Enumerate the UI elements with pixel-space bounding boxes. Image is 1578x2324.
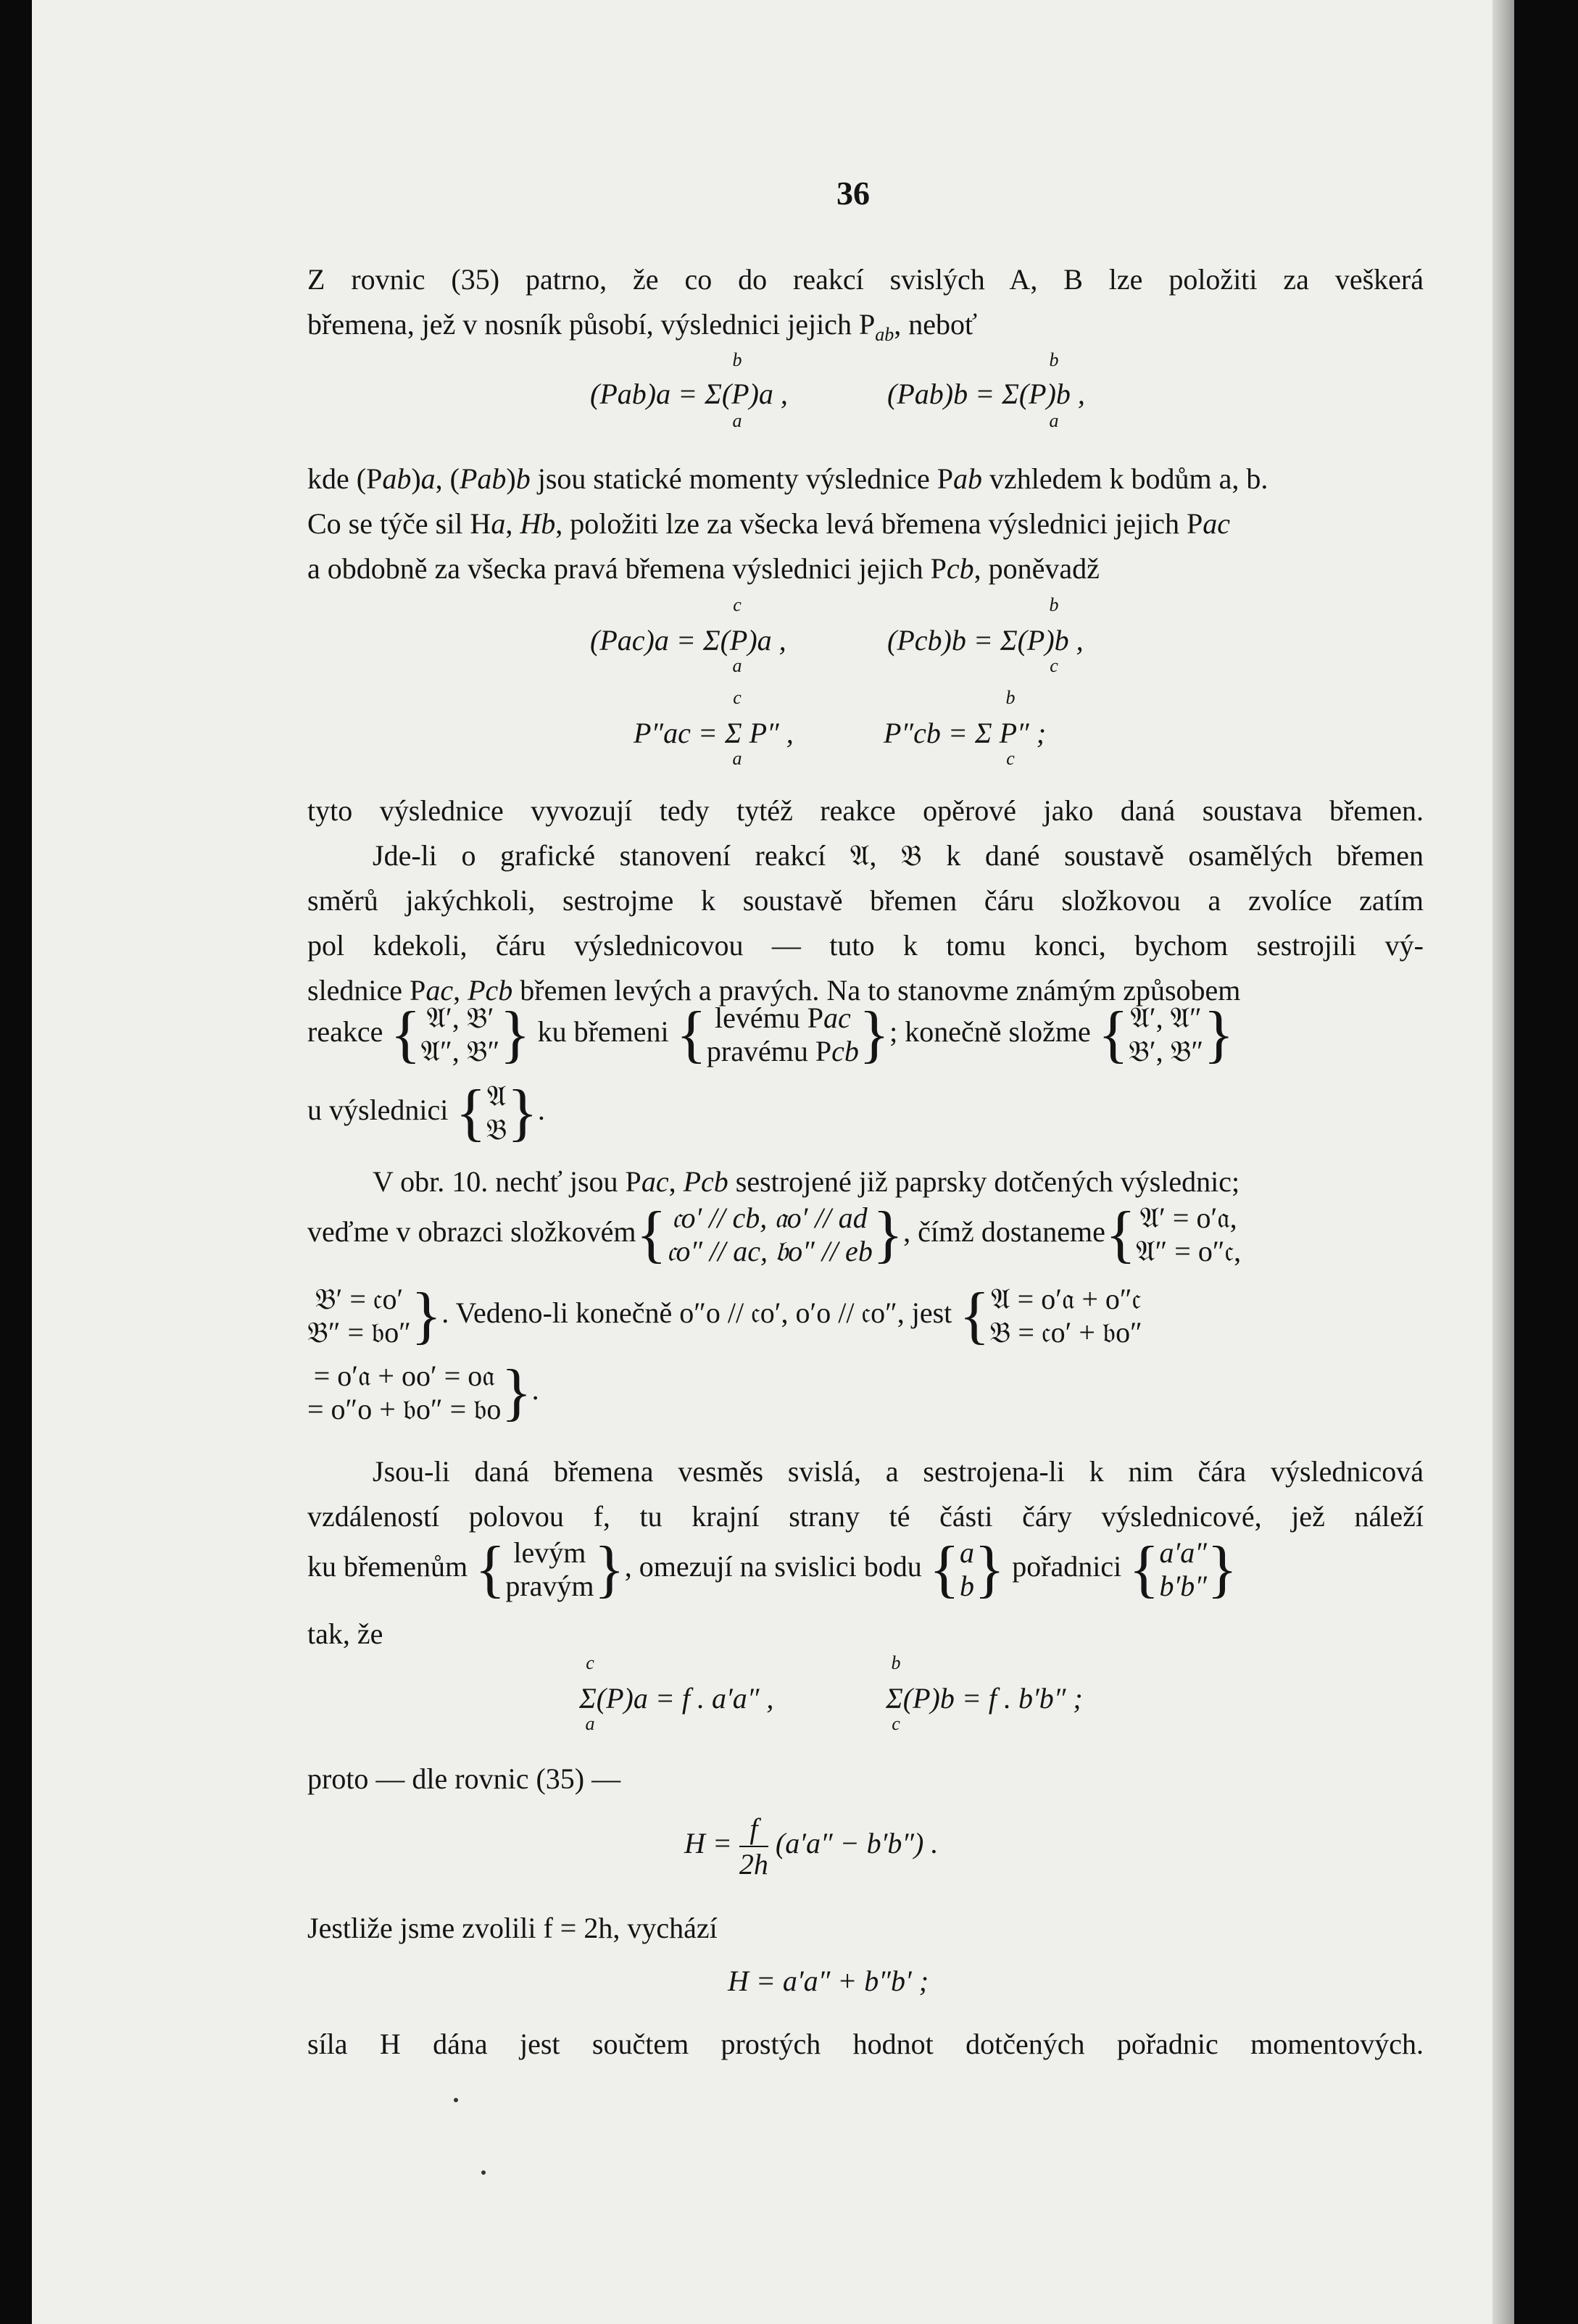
equation: Σ(P)b = f . b′b″ ; [886,1682,1083,1715]
sum-limits: b [1005,687,1016,708]
text-line: tak, že [307,1617,383,1650]
sum-limits: c [586,1652,594,1673]
sum-limits: c [733,687,742,708]
scan-speck [454,2098,458,2102]
equation: H = $\frac{f}{2h}$ (a′a″ − b′b″) . [684,1812,939,1881]
sum-limits: c [1050,655,1058,676]
text-line: směrů jakýchkoli, sestrojme k soustavě břemen čáru složkovou a zvolíce zatím [307,884,1424,917]
sum-limits: b [1049,594,1059,615]
text-line: Jsou-li daná břemena vesměs svislá, a sestrojena-li k nim čára výslednicová [373,1455,1424,1488]
sum-limits: c [1006,748,1015,769]
page-number: 36 [836,175,870,212]
equation: (Pac)a = Σ(P)a , [590,624,786,657]
text-line: břemena, jež v nosník působí, výslednici jejich $P_{ab}$, neboť [307,308,978,345]
brace-row: ku břemenům { levým pravým }, omezují na svislici bodu { a b } pořadnici { a′a″ b′b″ } [307,1533,1238,1604]
sum-limits: c [733,594,742,615]
sum-limits: b [1049,349,1059,370]
text-line: Jde-li o grafické stanovení reakcí 𝔄, 𝔅 k dané soustavě osamělých břemen [373,839,1424,872]
text-line: pol kdekoli, čáru výslednicovou — tuto k tomu konci, bychom sestrojili vý- [307,929,1424,962]
equation: Σ(P)a = f . a′a″ , [579,1682,774,1715]
sum-limits: a [1049,410,1059,431]
sum-limits: a [585,1713,595,1734]
equation: H = a′a″ + b″b′ ; [728,1965,929,1997]
text-line: a obdobně za všecka pravá břemena výslednici jejich Pcb, poněvadž [307,552,1100,585]
brace-row: veďme v obrazci složkovém{ 𝔠o′ // cb, 𝔞o′ // ad 𝔠o″ // ac, 𝔟o″ // eb }, čímž dostaneme{ 𝔄′ = o′𝔞, 𝔄″ = o″𝔠, [307,1199,1242,1270]
text-line: V obr. 10. nechť jsou Pac, Pcb sestrojené již paprsky dotčených výslednic; [373,1165,1240,1198]
equation: P″cb = Σ P″ ; [884,717,1047,749]
equation: (Pcb)b = Σ(P)b , [887,624,1084,657]
sum-limits: a [732,748,742,769]
sum-limits: b [891,1652,901,1673]
page-edge-shadow [1492,0,1514,2324]
text-line: slednice Pac, Pcb břemen levých a pravých. Na to stanovme známým způsobem [307,974,1241,1007]
equation: (Pab)a = Σ(P)a , [590,378,788,410]
brace-row: reakce { 𝔄′, 𝔅′ 𝔄″, 𝔅″ } ku břemeni { levému Pac pravému Pcb }; konečně složme { 𝔄′, 𝔄″ 𝔅′, 𝔅″ } [307,999,1234,1070]
sum-limits: a [732,655,742,676]
brace-row: u výslednici { 𝔄 𝔅 }. [307,1077,545,1148]
text-line: Jestliže jsme zvolili f = 2h, vychází [307,1912,718,1944]
sum-limits: a [732,410,742,431]
equation: (Pab)b = Σ(P)b , [887,378,1085,410]
sum-limits: b [732,349,742,370]
text-line: tyto výslednice vyvozují tedy tytéž reakce opěrové jako daná soustava břemen. [307,794,1424,827]
book-page [32,0,1514,2324]
text-line: síla H dána jest součtem prostých hodnot dotčených pořadnic momentových. [307,2028,1424,2060]
scan-speck [481,2170,486,2175]
text-line: Co se týče sil Ha, Hb, položiti lze za všecka levá břemena výslednici jejich Pac [307,507,1230,540]
text-line: Z rovnic (35) patrno, že co do reakcí svislých A, B lze položiti za veškerá [307,263,1424,296]
brace-row: = o′𝔞 + oo′ = o𝔞 = o″o + 𝔟o″ = 𝔟o }. [307,1357,539,1428]
text-line: vzdáleností polovou f, tu krajní strany té části čáry výslednicové, jež náleží [307,1500,1424,1533]
text-line: proto — dle rovnic (35) — [307,1762,621,1795]
equation: P″ac = Σ P″ , [634,717,794,749]
brace-row: 𝔅′ = 𝔠o′ 𝔅″ = 𝔟o″ }. Vedeno-li konečně o″o // 𝔠o′, o′o // 𝔠o″, jest { 𝔄 = o′𝔞 + o″𝔠 𝔅 = 𝔠o′ + 𝔟o″ [307,1280,1142,1351]
text-line: kde (Pab)a, (Pab)b jsou statické momenty výslednice Pab vzhledem k bodům a, b. [307,462,1268,495]
sum-limits: c [892,1713,900,1734]
